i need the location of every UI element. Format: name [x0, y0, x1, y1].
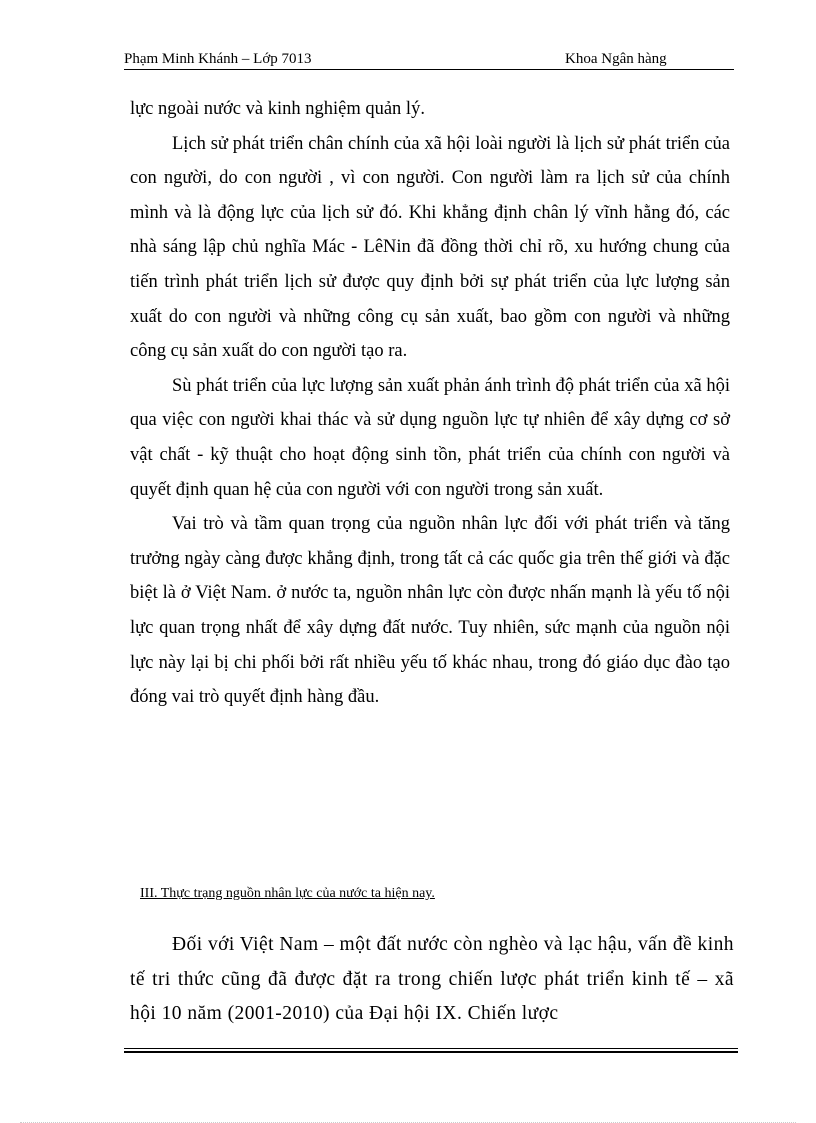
body-text [130, 92, 730, 715]
header-department: Khoa Ngân hàng [565, 51, 667, 67]
footer-rule [124, 1051, 738, 1053]
paragraph: Đối với Việt Nam – một đất nước còn nghèo và lạc hậu, vấn đề kinh tế tri thức cũng đã được đặt ra trong chiến lược phát triển kinh tế – xã hội 10 năm (2001-2010) của Đại hội IX. Chiến lược [130, 934, 734, 1024]
section-heading: III. Thực trạng nguồn nhân lực của nước ta hiện nay. [140, 886, 435, 901]
section-body [130, 928, 734, 1032]
footer-rule [124, 1048, 738, 1049]
header-author: Phạm Minh Khánh – Lớp 7013 [124, 51, 312, 67]
paragraph-continuation: lực ngoài nước và kinh nghiệm quản lý. [130, 99, 425, 119]
paragraph: Sù phát triển của lực lượng sản xuất phản ánh trình độ phát triển của xã hội qua việc con người khai thác và sử dụng nguồn lực tự nhiên để xây dựng cơ sở vật chất - kỹ thuật cho hoạt động sinh tồn, phát triển của chính con người và quyết định quan hệ của con người với con người trong sản xuất. [130, 375, 730, 500]
paragraph: Vai trò và tầm quan trọng của nguồn nhân lực đối với phát triển và tăng trưởng ngày càng được khẳng định, trong tất cả các quốc gia trên thế giới và đặc biệt là ở Việt Nam. ở nước ta, nguồn nhân lực còn được nhấn mạnh là yếu tố nội lực quan trọng nhất để xây dựng đất nước. Tuy nhiên, sức mạnh của nguồn nội lực này lại bị chi phối bởi rất nhiều yếu tố khác nhau, trong đó giáo dục đào tạo đóng vai trò quyết định hàng đầu. [130, 514, 730, 708]
paragraph: Lịch sử phát triển chân chính của xã hội loài người là lịch sử phát triển của con người, do con người , vì con người. Con người làm ra lịch sử của chính mình và là động lực của lịch sử đó. Khi khẳng định chân lý vĩnh hằng đó, các nhà sáng lập chủ nghĩa Mác - LêNin đã đồng thời chỉ rõ, xu hướng chung của tiến trình phát triển lịch sử được quy định bởi sự phát triển của lực lượng sản xuất do con người và những công cụ sản xuất, bao gồm con người và những công cụ sản xuất do con người tạo ra. [130, 133, 730, 362]
page-header [124, 49, 734, 70]
